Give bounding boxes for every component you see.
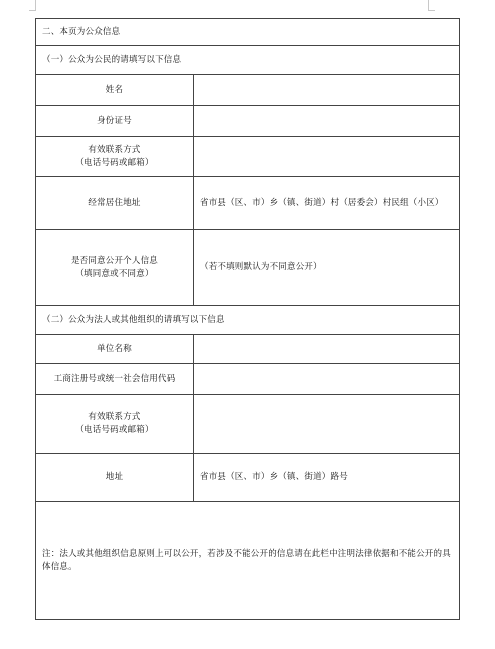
subsection-heading-citizen: （一）公众为公民的请填写以下信息 [36,46,460,75]
note-field[interactable]: 注：法人或其他组织信息原则上可以公开，若涉及不能公开的信息请在此栏中注明法律依据和不能公开的具体信息。 [36,502,460,620]
org-contact-field[interactable] [194,395,460,454]
name-field[interactable] [194,75,460,106]
unit-name-label: 单位名称 [36,335,194,364]
residence-label: 经常居住地址 [36,177,194,230]
address-field[interactable]: 省市县（区、市）乡（镇、街道）路号 [194,454,460,502]
citizen-contact-label [36,137,194,177]
consent-label-line2: （填同意或不同意） [75,268,154,279]
org-contact-label [36,395,194,454]
name-label: 姓名 [36,75,194,106]
address-label: 地址 [36,454,194,502]
residence-field[interactable]: 省市县（区、市）乡（镇、街道）村（居委会）村民组（小区） [194,177,460,230]
consent-field[interactable]: （若不填则默认为不同意公开） [194,230,460,306]
id-number-field[interactable] [194,106,460,137]
page-corner-mark-left [29,0,36,11]
org-contact-label-line2: （电话号码或邮箱） [75,425,154,435]
reg-code-label: 工商注册号或统一社会信用代码 [36,364,194,395]
public-info-form [35,18,460,620]
citizen-contact-field[interactable] [194,137,460,177]
id-number-label: 身份证号 [36,106,194,137]
unit-name-field[interactable] [194,335,460,364]
citizen-contact-label-line1: 有效联系方式 [88,144,141,155]
reg-code-field[interactable] [194,364,460,395]
page-corner-mark-right [428,0,435,11]
consent-label-line1: 是否同意公开个人信息 [70,255,158,266]
org-contact-label-line1: 有效联系方式 [88,412,141,422]
section-heading-public: 二、本页为公众信息 [36,19,460,46]
consent-label [36,230,194,306]
subsection-heading-org: （二）公众为法人或其他组织的请填写以下信息 [36,306,460,335]
citizen-contact-label-line2: （电话号码或邮箱） [75,157,154,168]
